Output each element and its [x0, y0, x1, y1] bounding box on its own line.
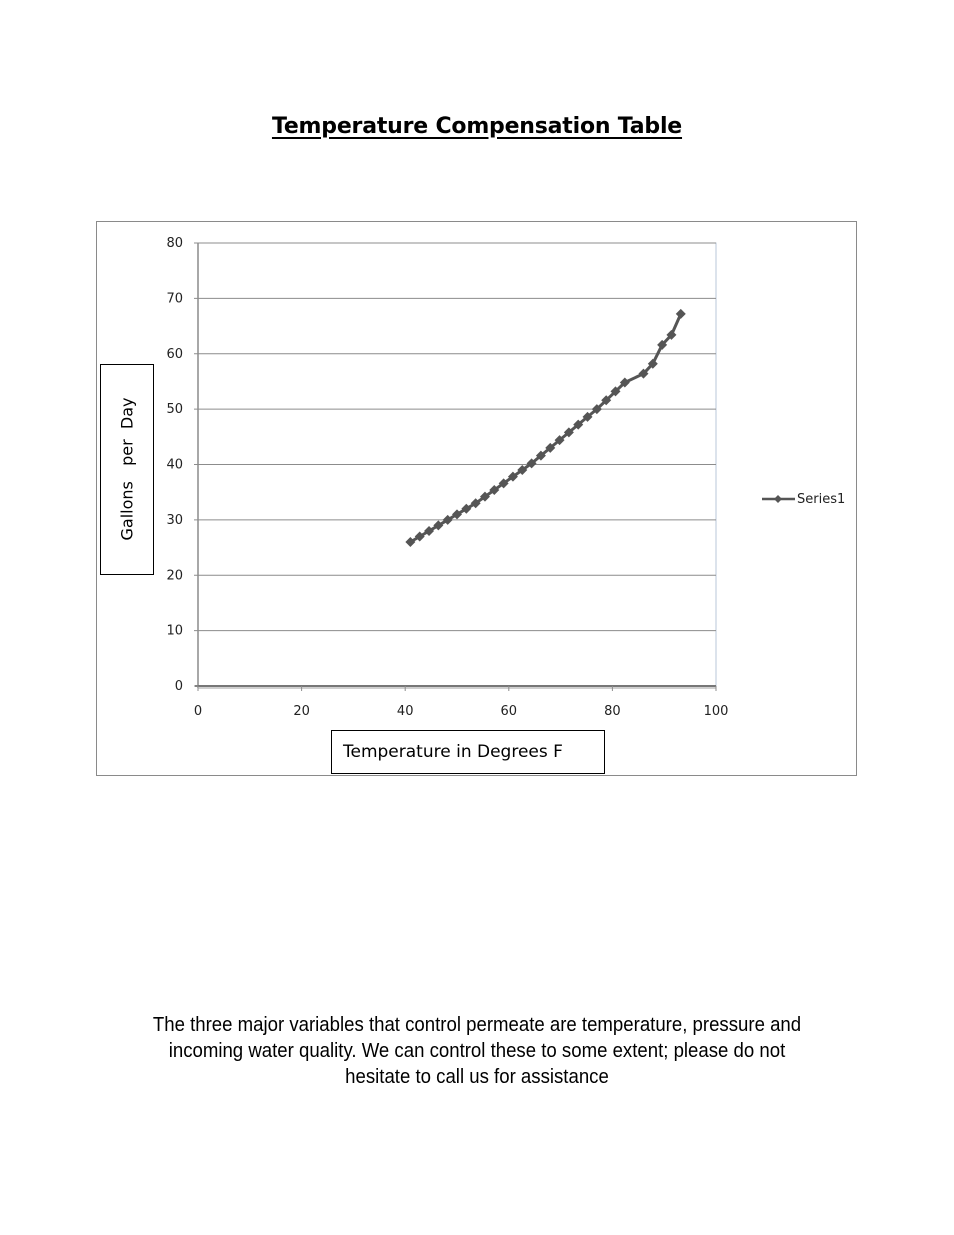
y-tick-label-40: 40 [166, 457, 183, 473]
y-tick-label-70: 70 [166, 291, 183, 307]
y-tick-label-20: 20 [166, 568, 183, 584]
y-tick-label-10: 10 [166, 623, 183, 639]
chart-area [96, 221, 857, 776]
x-tick-label-40: 40 [396, 704, 414, 719]
page-title: Temperature Compensation Table [271, 114, 683, 139]
y-axis-label: Gallons per Day [117, 397, 137, 541]
y-tick-label-0: 0 [174, 679, 183, 694]
y-tick-label-30: 30 [166, 512, 183, 528]
x-tick-label-100: 100 [703, 704, 729, 719]
y-tick-label-50: 50 [166, 402, 183, 418]
x-axis-label-box [331, 730, 605, 774]
x-tick-label-80: 80 [604, 704, 621, 719]
x-tick-label-20: 20 [293, 704, 310, 719]
x-tick-label-0: 0 [193, 704, 203, 719]
legend-label-0: Series1 [797, 492, 846, 507]
footer-paragraph: The three major variables that control permeate are temperature, pressure and incoming water quality. We can control these to some extent; please do not hesitate to call us for assistance [152, 1014, 802, 1088]
y-tick-label-60: 60 [166, 346, 183, 362]
x-axis-label: Temperature in Degrees F [343, 742, 563, 762]
y-tick-label-80: 80 [166, 236, 183, 251]
x-tick-label-60: 60 [500, 704, 518, 719]
